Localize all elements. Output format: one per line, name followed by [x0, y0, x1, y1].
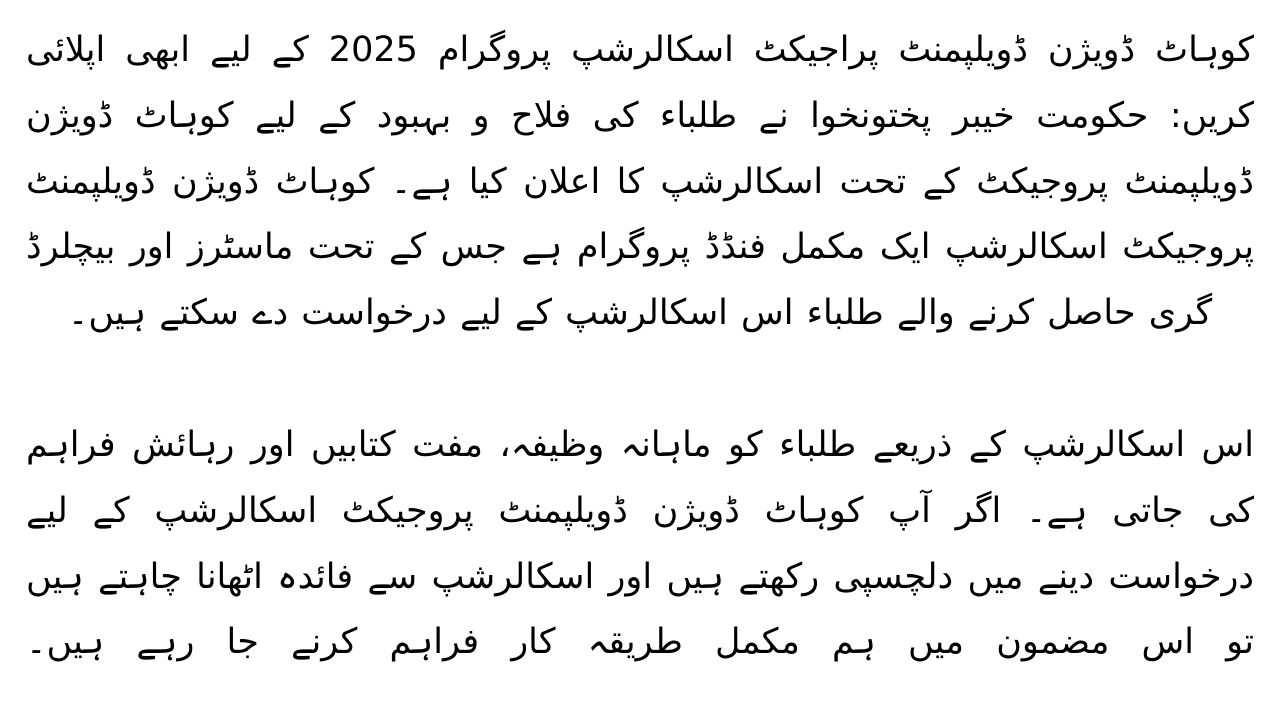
paragraph-intro: کوہاٹ ڈویژن ڈویلپمنٹ پراجیکٹ اسکالرشپ پروگرام 2025 کے لیے ابھی اپلائی کریں: حکومت خیبر پختونخوا نے طلباء کی فلاح و بہبود کے لیے کوہاٹ ڈویژن ڈویلپمنٹ پروجیکٹ کے تحت اسکالرشپ کا اعلان کیا ہے۔ کوہاٹ ڈویژن ڈویلپمنٹ پروجیکٹ اسکالرشپ ایک مکمل فنڈڈ پروگرام ہے جس کے تحت ماسٹرز اور بیچلرڈ گری حاصل کرنے والے طلباء اس اسکالرشپ کے لیے درخواست دے سکتے ہیں۔ [26, 30, 1254, 334]
paragraph-details: اس اسکالرشپ کے ذریعے طلباء کو ماہانہ وظیفہ، مفت کتابیں اور رہائش فراہم کی جاتی ہے۔ اگر آپ کوہاٹ ڈویژن ڈویلپمنٹ پروجیکٹ اسکالرشپ کے لیے درخواست دینے میں دلچسپی رکھتے ہیں اور اسکالرشپ سے فائدہ اٹھانا چاہتے ہیں تو اس مضمون میں ہم مکمل طریقہ کار فراہم کرنے جا رہے ہیں۔ [26, 424, 1254, 663]
paragraph-spacer [26, 347, 1254, 413]
